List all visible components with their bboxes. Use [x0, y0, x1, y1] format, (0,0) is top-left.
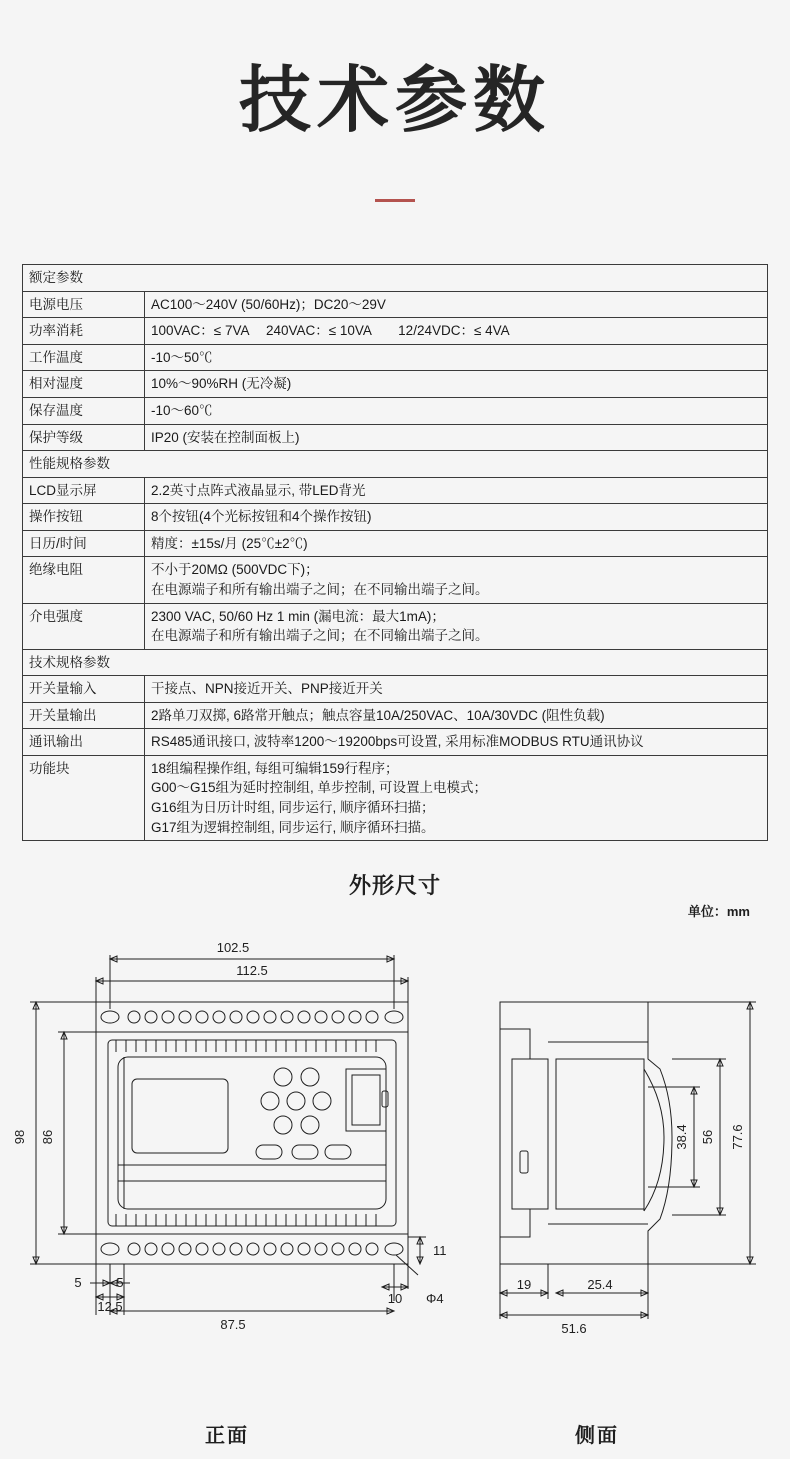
drawing-captions — [0, 1419, 790, 1459]
section-title: 额定参数 — [23, 265, 768, 292]
front-dim-5b: 5 — [116, 1275, 124, 1291]
table-row — [23, 729, 768, 756]
table-row — [23, 344, 768, 371]
row-value-line: IP20 (安装在控制面板上) — [151, 429, 300, 445]
table-row — [23, 530, 768, 557]
section-title: 性能规格参数 — [23, 451, 768, 478]
spec-table-wrapper — [22, 264, 768, 841]
side-view-caption: 侧面 — [575, 1425, 619, 1448]
front-dim-98: 98 — [12, 1129, 27, 1145]
table-row — [23, 557, 768, 603]
front-dim-112-5: 112.5 — [236, 963, 268, 979]
spec-table-body — [23, 265, 768, 841]
dimension-drawings — [0, 919, 790, 1448]
side-dim-77-6: 77.6 — [730, 1124, 745, 1150]
row-value-line: -10～50℃ — [151, 349, 213, 365]
table-row — [23, 603, 768, 649]
row-label: 开关量输出 — [23, 702, 145, 729]
table-row — [23, 755, 768, 840]
front-dim-5a: 5 — [74, 1275, 82, 1291]
side-dim-25-4: 25.4 — [587, 1277, 613, 1293]
row-label: 电源电压 — [23, 291, 145, 318]
row-value — [145, 424, 768, 451]
row-value-line: 在电源端子和所有输出端子之间；在不同输出端子之间。 — [151, 581, 489, 597]
row-value — [145, 755, 768, 840]
front-dim-11: 11 — [433, 1243, 447, 1259]
side-dim-38-4: 38.4 — [674, 1124, 689, 1150]
row-value-line: 2.2英寸点阵式液晶显示, 带LED背光 — [151, 482, 366, 498]
front-dim-86: 86 — [40, 1129, 55, 1145]
front-dim-12-5: 12.5 — [97, 1299, 123, 1315]
row-label: 介电强度 — [23, 603, 145, 649]
front-dim-hole-dia: Φ4 — [426, 1291, 444, 1307]
table-section-header — [23, 649, 768, 676]
table-section-header — [23, 265, 768, 292]
row-label: 保存温度 — [23, 398, 145, 425]
row-value-line: 不小于20MΩ (500VDC下)； — [151, 562, 319, 578]
row-value — [145, 530, 768, 557]
row-label: 相对湿度 — [23, 371, 145, 398]
title-divider — [375, 199, 415, 202]
row-value-line: G16组为日历计时组, 同步运行, 顺序循环扫描； — [151, 800, 435, 815]
table-row — [23, 424, 768, 451]
side-view-drawing — [500, 1002, 756, 1336]
table-row — [23, 702, 768, 729]
front-view-caption: 正面 — [205, 1425, 249, 1448]
dimensions-heading-row — [0, 869, 790, 920]
front-dim-87-5: 87.5 — [220, 1317, 246, 1333]
row-value — [145, 291, 768, 318]
table-row — [23, 676, 768, 703]
table-section-header — [23, 451, 768, 478]
row-label: 开关量输入 — [23, 676, 145, 703]
row-value — [145, 729, 768, 756]
side-dim-19: 19 — [516, 1277, 532, 1293]
front-dim-102-5: 102.5 — [216, 940, 250, 956]
row-label: 操作按钮 — [23, 504, 145, 531]
row-value-line: RS485通讯接口, 波特率1200～19200bps可设置, 采用标准MODBUS RTU通讯协议 — [151, 734, 644, 750]
row-label: 工作温度 — [23, 344, 145, 371]
row-label: LCD显示屏 — [23, 477, 145, 504]
row-label: 绝缘电阻 — [23, 557, 145, 603]
page-header — [0, 0, 790, 202]
row-value-line: G17组为逻辑控制组, 同步运行, 顺序循环扫描。 — [151, 819, 435, 835]
row-label: 功能块 — [23, 755, 145, 840]
row-value — [145, 676, 768, 703]
row-value-line: 在电源端子和所有输出端子之间；在不同输出端子之间。 — [151, 628, 489, 644]
front-dim-10: 10 — [387, 1291, 403, 1307]
row-value-line: 18组编程操作组, 每组可编辑159行程序； — [151, 760, 399, 776]
section-title: 技术规格参数 — [23, 649, 768, 676]
row-value-line: AC100～240V (50/60Hz)；DC20～29V — [151, 296, 386, 312]
row-label: 功率消耗 — [23, 318, 145, 345]
side-dim-51-6: 51.6 — [561, 1321, 587, 1337]
side-dim-56: 56 — [700, 1129, 715, 1145]
front-view-drawing — [12, 940, 447, 1332]
row-value — [145, 371, 768, 398]
table-row — [23, 477, 768, 504]
row-value — [145, 603, 768, 649]
drawings-svg — [0, 919, 790, 1419]
row-value-line: 精度：±15s/月 (25℃±2℃) — [151, 535, 308, 551]
row-label: 通讯输出 — [23, 729, 145, 756]
row-value-line: 10%～90%RH (无冷凝) — [151, 376, 292, 392]
row-value-line: 100VAC：≤ 7VA 240VAC：≤ 10VA 12/24VDC：≤ 4VA — [151, 323, 510, 339]
row-value — [145, 398, 768, 425]
row-label: 日历/时间 — [23, 530, 145, 557]
row-value-line: G00～G15组为延时控制组, 单步控制, 可设置上电模式； — [151, 780, 488, 796]
table-row — [23, 318, 768, 345]
row-label: 保护等级 — [23, 424, 145, 451]
row-value — [145, 477, 768, 504]
table-row — [23, 398, 768, 425]
row-value-line: 2路单刀双掷, 6路常开触点；触点容量10A/250VAC、10A/30VDC (阻性负载) — [151, 707, 605, 723]
unit-label: 单位：mm — [687, 904, 750, 920]
row-value — [145, 318, 768, 345]
table-row — [23, 371, 768, 398]
row-value-line: 2300 VAC, 50/60 Hz 1 min (漏电流：最大1mA)； — [151, 608, 445, 624]
row-value-line: 干接点、NPN接近开关、PNP接近开关 — [151, 681, 383, 697]
table-row — [23, 291, 768, 318]
page-title: 技术参数 — [238, 61, 551, 141]
row-value — [145, 557, 768, 603]
row-value — [145, 344, 768, 371]
row-value — [145, 702, 768, 729]
table-row — [23, 504, 768, 531]
row-value — [145, 504, 768, 531]
row-value-line: -10～60℃ — [151, 403, 213, 418]
dimensions-heading: 外形尺寸 — [348, 873, 441, 899]
specifications-table — [22, 264, 768, 841]
row-value-line: 8个按钮(4个光标按钮和4个操作按钮) — [151, 509, 372, 525]
